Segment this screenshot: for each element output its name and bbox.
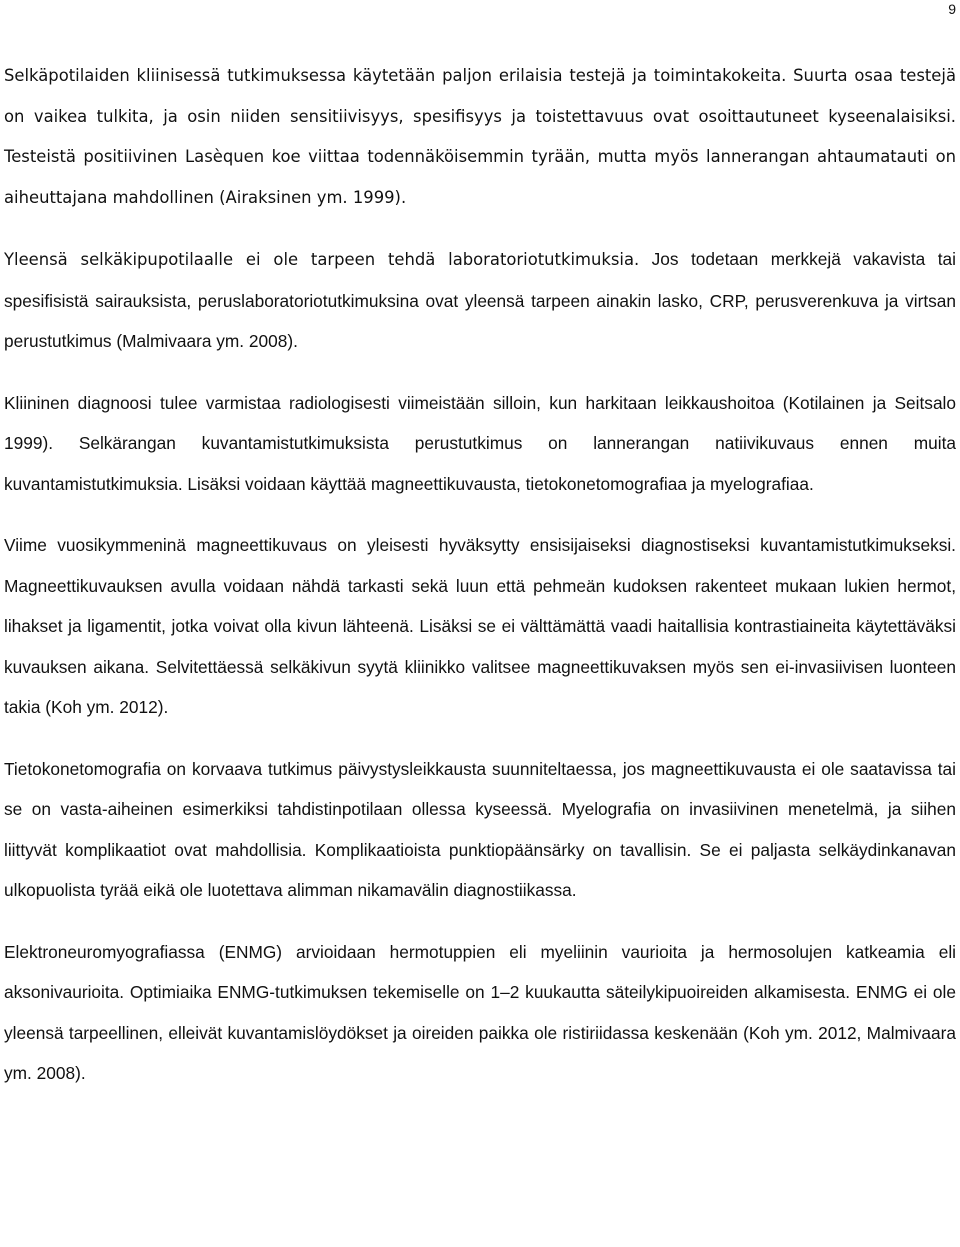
paragraph-laboratory (4, 239, 956, 362)
paragraph-ct-myelography: Tietokonetomografia on korvaava tutkimus päivystysleikkausta suunniteltaessa, jos magneettikuvausta ei ole saatavissa tai se on vasta-aiheinen esimerkiksi tahdistinpotilaan ollessa kyseessä. Myelografia on invasiivinen menetelmä, ja siihen liittyvät komplikaatiot ovat mahdollisia. Komplikaatioista punktiopäänsärky on tavallisin. Se ei paljasta selkäydinkanavan ulkopuolista tyrää eikä ole luotettava alimman nikamavälin diagnostiikassa. (4, 758, 956, 900)
page-number: 9 (948, 1, 956, 17)
body-text (4, 56, 956, 1115)
paragraph-clinical-tests: Selkäpotilaiden kliinisessä tutkimuksessa käytetään paljon erilaisia testejä ja toimintakokeita. Suurta osaa testejä on vaikea tulkita, ja osin niiden sensitiivisyys, spesifisyys ja toistettavuus ovat osoittautuneet kyseenalaisiksi. Testeistä positiivinen Lasèquen koe viittaa todennäköisemmin tyrään, mutta myös lannerangan ahtaumatauti on aiheuttajana mahdollinen (Airaksinen ym. 1999). (4, 66, 956, 207)
paragraph-laboratory-rest: Jos todetaan merkkejä vakavista tai spesifisistä sairauksista, peruslaboratoriotutkimuksina ovat yleensä tarpeen ainakin lasko, CRP, perusverenkuva ja virtsan perustutkimus (Malmivaara ym. 2008). (4, 249, 956, 351)
paragraph-enmg: Elektroneuromyografiassa (ENMG) arvioidaan hermotuppien eli myeliinin vaurioita ja hermosolujen katkeamia eli aksonivaurioita. Optimiaika ENMG-tutkimuksen tekemiselle on 1–2 kuukautta säteilykipuoireiden alkamisesta. ENMG ei ole yleensä tarpeellinen, elleivät kuvantamislöydökset ja oireiden paikka ole ristiriidassa keskenään (Koh ym. 2012, Malmivaara ym. 2008). (4, 941, 956, 1083)
paragraph-laboratory-lead: Yleensä selkäkipupotilaalle ei ole tarpeen tehdä laboratoriotutkimuksia. (4, 250, 640, 269)
paragraph-mri: Viime vuosikymmeninä magneettikuvaus on yleisesti hyväksytty ensisijaiseksi diagnostiseksi kuvantamistutkimukseksi. Magneettikuvauksen avulla voidaan nähdä tarkasti sekä luun että pehmeän kudoksen rakenteet mukaan lukien hermot, lihakset ja ligamentit, jotka voivat olla kivun lähteenä. Lisäksi se ei välttämättä vaadi haitallisia kontrastiaineita käytettäväksi kuvauksen aikana. Selvitettäessä selkäkivun syytä kliinikko valitsee magneettikuvaksen myös sen ei-invasiivisen luonteen takia (Koh ym. 2012). (4, 535, 956, 717)
paragraph-radiology: Kliininen diagnoosi tulee varmistaa radiologisesti viimeistään silloin, kun harkitaan leikkaushoitoa (Kotilainen ja Seitsalo 1999). Selkärangan kuvantamistutkimuksista perustutkimus on lannerangan natiivikuvaus ennen muita kuvantamistutkimuksia. Lisäksi voidaan käyttää magneettikuvausta, tietokonetomografiaa ja myelografiaa. (4, 392, 956, 494)
